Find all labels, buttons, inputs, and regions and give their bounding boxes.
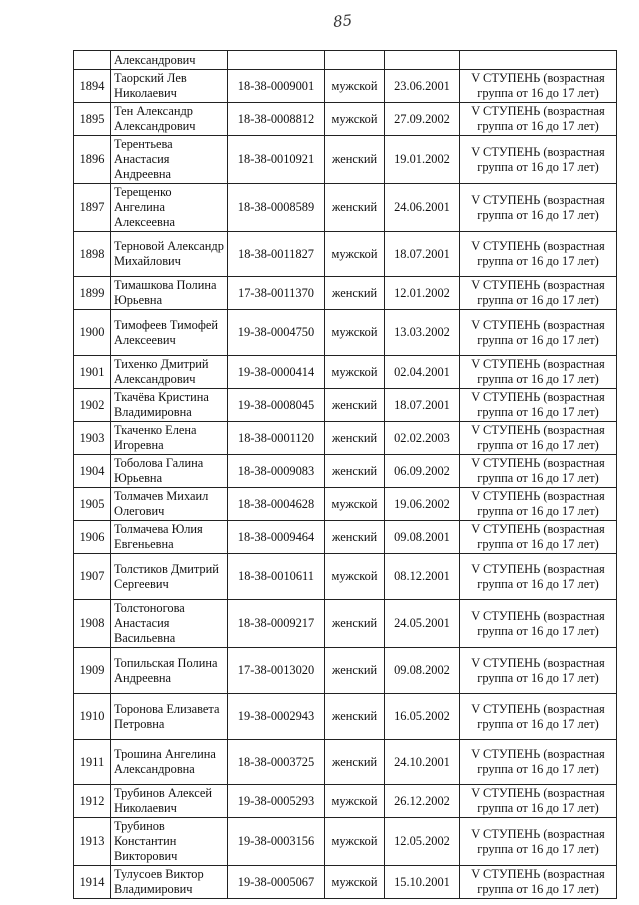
row-number-cell: 1909	[74, 648, 111, 694]
id-cell: 19-38-0003156	[228, 818, 325, 866]
id-cell	[228, 51, 325, 70]
id-cell: 18-38-0009001	[228, 70, 325, 103]
table-row	[74, 740, 617, 785]
id-cell: 18-38-0009083	[228, 455, 325, 488]
birth-date-cell: 16.05.2002	[385, 694, 460, 740]
table-row	[74, 600, 617, 648]
sex-cell: женский	[325, 184, 385, 232]
table-row	[74, 694, 617, 740]
birth-date-cell: 06.09.2002	[385, 455, 460, 488]
table-row	[74, 70, 617, 103]
sex-cell: мужской	[325, 356, 385, 389]
name-cell: Толмачева Юлия Евгеньевна	[111, 521, 228, 554]
stage-cell: V СТУПЕНЬ (возрастная группа от 16 до 17 лет)	[460, 389, 617, 422]
id-cell: 18-38-0008589	[228, 184, 325, 232]
birth-date-cell: 12.05.2002	[385, 818, 460, 866]
sex-cell: женский	[325, 600, 385, 648]
row-number-cell: 1912	[74, 785, 111, 818]
table-row	[74, 866, 617, 899]
row-number-cell: 1898	[74, 232, 111, 277]
birth-date-cell: 27.09.2002	[385, 103, 460, 136]
id-cell: 19-38-0005067	[228, 866, 325, 899]
id-cell: 19-38-0002943	[228, 694, 325, 740]
row-number-cell: 1910	[74, 694, 111, 740]
birth-date-cell: 15.10.2001	[385, 866, 460, 899]
stage-cell: V СТУПЕНЬ (возрастная группа от 16 до 17 лет)	[460, 184, 617, 232]
row-number-cell: 1895	[74, 103, 111, 136]
row-number-cell: 1903	[74, 422, 111, 455]
table-row	[74, 356, 617, 389]
stage-cell: V СТУПЕНЬ (возрастная группа от 16 до 17 лет)	[460, 600, 617, 648]
page-number: 85	[332, 11, 353, 31]
name-cell: Александрович	[111, 51, 228, 70]
name-cell: Терещенко Ангелина Алексеевна	[111, 184, 228, 232]
sex-cell: мужской	[325, 785, 385, 818]
birth-date-cell: 02.02.2003	[385, 422, 460, 455]
row-number-cell: 1908	[74, 600, 111, 648]
sex-cell	[325, 51, 385, 70]
name-cell: Тихенко Дмитрий Александрович	[111, 356, 228, 389]
table-row	[74, 488, 617, 521]
table-row	[74, 422, 617, 455]
row-number-cell: 1896	[74, 136, 111, 184]
row-number-cell: 1907	[74, 554, 111, 600]
name-cell: Тимофеев Тимофей Алексеевич	[111, 310, 228, 356]
table-row	[74, 136, 617, 184]
table-row	[74, 277, 617, 310]
table-row	[74, 310, 617, 356]
sex-cell: женский	[325, 521, 385, 554]
id-cell: 18-38-0004628	[228, 488, 325, 521]
stage-cell: V СТУПЕНЬ (возрастная группа от 16 до 17 лет)	[460, 103, 617, 136]
table-row	[74, 455, 617, 488]
sex-cell: мужской	[325, 818, 385, 866]
sex-cell: мужской	[325, 70, 385, 103]
birth-date-cell: 08.12.2001	[385, 554, 460, 600]
table-row	[74, 389, 617, 422]
birth-date-cell: 19.06.2002	[385, 488, 460, 521]
sex-cell: женский	[325, 277, 385, 310]
table-row	[74, 184, 617, 232]
birth-date-cell: 24.10.2001	[385, 740, 460, 785]
birth-date-cell: 12.01.2002	[385, 277, 460, 310]
birth-date-cell: 18.07.2001	[385, 389, 460, 422]
row-number-cell: 1914	[74, 866, 111, 899]
id-cell: 19-38-0005293	[228, 785, 325, 818]
sex-cell: женский	[325, 740, 385, 785]
stage-cell: V СТУПЕНЬ (возрастная группа от 16 до 17 лет)	[460, 648, 617, 694]
id-cell: 18-38-0001120	[228, 422, 325, 455]
row-number-cell: 1906	[74, 521, 111, 554]
name-cell: Трубинов Алексей Николаевич	[111, 785, 228, 818]
row-number-cell: 1911	[74, 740, 111, 785]
stage-cell: V СТУПЕНЬ (возрастная группа от 16 до 17 лет)	[460, 866, 617, 899]
stage-cell: V СТУПЕНЬ (возрастная группа от 16 до 17 лет)	[460, 521, 617, 554]
stage-cell	[460, 51, 617, 70]
name-cell: Терентьева Анастасия Андреевна	[111, 136, 228, 184]
row-number-cell: 1901	[74, 356, 111, 389]
stage-cell: V СТУПЕНЬ (возрастная группа от 16 до 17 лет)	[460, 694, 617, 740]
table-row	[74, 103, 617, 136]
name-cell: Терновой Александр Михайлович	[111, 232, 228, 277]
table-row	[74, 554, 617, 600]
row-number-cell	[74, 51, 111, 70]
table-row	[74, 521, 617, 554]
stage-cell: V СТУПЕНЬ (возрастная группа от 16 до 17 лет)	[460, 422, 617, 455]
table-row	[74, 648, 617, 694]
sex-cell: мужской	[325, 232, 385, 277]
name-cell: Трубинов Константин Викторович	[111, 818, 228, 866]
sex-cell: женский	[325, 694, 385, 740]
table-row	[74, 232, 617, 277]
id-cell: 18-38-0010921	[228, 136, 325, 184]
stage-cell: V СТУПЕНЬ (возрастная группа от 16 до 17 лет)	[460, 277, 617, 310]
stage-cell: V СТУПЕНЬ (возрастная группа от 16 до 17 лет)	[460, 554, 617, 600]
birth-date-cell: 18.07.2001	[385, 232, 460, 277]
name-cell: Толмачев Михаил Олегович	[111, 488, 228, 521]
sex-cell: женский	[325, 648, 385, 694]
stage-cell: V СТУПЕНЬ (возрастная группа от 16 до 17 лет)	[460, 356, 617, 389]
id-cell: 18-38-0008812	[228, 103, 325, 136]
birth-date-cell: 09.08.2001	[385, 521, 460, 554]
stage-cell: V СТУПЕНЬ (возрастная группа от 16 до 17 лет)	[460, 232, 617, 277]
id-cell: 19-38-0004750	[228, 310, 325, 356]
name-cell: Тен Александр Александрович	[111, 103, 228, 136]
sex-cell: мужской	[325, 554, 385, 600]
name-cell: Топильская Полина Андреевна	[111, 648, 228, 694]
participants-table	[73, 50, 617, 899]
id-cell: 17-38-0011370	[228, 277, 325, 310]
stage-cell: V СТУПЕНЬ (возрастная группа от 16 до 17 лет)	[460, 818, 617, 866]
birth-date-cell: 26.12.2002	[385, 785, 460, 818]
row-number-cell: 1905	[74, 488, 111, 521]
sex-cell: женский	[325, 389, 385, 422]
stage-cell: V СТУПЕНЬ (возрастная группа от 16 до 17 лет)	[460, 70, 617, 103]
id-cell: 19-38-0008045	[228, 389, 325, 422]
table-row-continuation	[74, 51, 617, 70]
row-number-cell: 1899	[74, 277, 111, 310]
id-cell: 18-38-0010611	[228, 554, 325, 600]
birth-date-cell: 19.01.2002	[385, 136, 460, 184]
stage-cell: V СТУПЕНЬ (возрастная группа от 16 до 17 лет)	[460, 740, 617, 785]
name-cell: Толстиков Дмитрий Сергеевич	[111, 554, 228, 600]
table-row	[74, 818, 617, 866]
birth-date-cell: 02.04.2001	[385, 356, 460, 389]
row-number-cell: 1913	[74, 818, 111, 866]
row-number-cell: 1902	[74, 389, 111, 422]
sex-cell: женский	[325, 455, 385, 488]
name-cell: Тоболова Галина Юрьевна	[111, 455, 228, 488]
row-number-cell: 1897	[74, 184, 111, 232]
sex-cell: мужской	[325, 310, 385, 356]
sex-cell: женский	[325, 136, 385, 184]
id-cell: 18-38-0009217	[228, 600, 325, 648]
id-cell: 17-38-0013020	[228, 648, 325, 694]
name-cell: Толстоногова Анастасия Васильевна	[111, 600, 228, 648]
birth-date-cell: 23.06.2001	[385, 70, 460, 103]
birth-date-cell: 24.05.2001	[385, 600, 460, 648]
sex-cell: мужской	[325, 488, 385, 521]
stage-cell: V СТУПЕНЬ (возрастная группа от 16 до 17 лет)	[460, 488, 617, 521]
birth-date-cell: 13.03.2002	[385, 310, 460, 356]
name-cell: Трошина Ангелина Александровна	[111, 740, 228, 785]
id-cell: 18-38-0009464	[228, 521, 325, 554]
name-cell: Ткачёва Кристина Владимировна	[111, 389, 228, 422]
sex-cell: женский	[325, 422, 385, 455]
row-number-cell: 1904	[74, 455, 111, 488]
name-cell: Ткаченко Елена Игоревна	[111, 422, 228, 455]
stage-cell: V СТУПЕНЬ (возрастная группа от 16 до 17 лет)	[460, 310, 617, 356]
row-number-cell: 1894	[74, 70, 111, 103]
id-cell: 18-38-0003725	[228, 740, 325, 785]
sex-cell: мужской	[325, 866, 385, 899]
name-cell: Тимашкова Полина Юрьевна	[111, 277, 228, 310]
table-row	[74, 785, 617, 818]
stage-cell: V СТУПЕНЬ (возрастная группа от 16 до 17 лет)	[460, 455, 617, 488]
id-cell: 18-38-0011827	[228, 232, 325, 277]
id-cell: 19-38-0000414	[228, 356, 325, 389]
name-cell: Таорский Лев Николаевич	[111, 70, 228, 103]
stage-cell: V СТУПЕНЬ (возрастная группа от 16 до 17 лет)	[460, 785, 617, 818]
name-cell: Тулусоев Виктор Владимирович	[111, 866, 228, 899]
stage-cell: V СТУПЕНЬ (возрастная группа от 16 до 17 лет)	[460, 136, 617, 184]
name-cell: Торонова Елизавета Петровна	[111, 694, 228, 740]
row-number-cell: 1900	[74, 310, 111, 356]
birth-date-cell: 24.06.2001	[385, 184, 460, 232]
birth-date-cell	[385, 51, 460, 70]
birth-date-cell: 09.08.2002	[385, 648, 460, 694]
sex-cell: мужской	[325, 103, 385, 136]
